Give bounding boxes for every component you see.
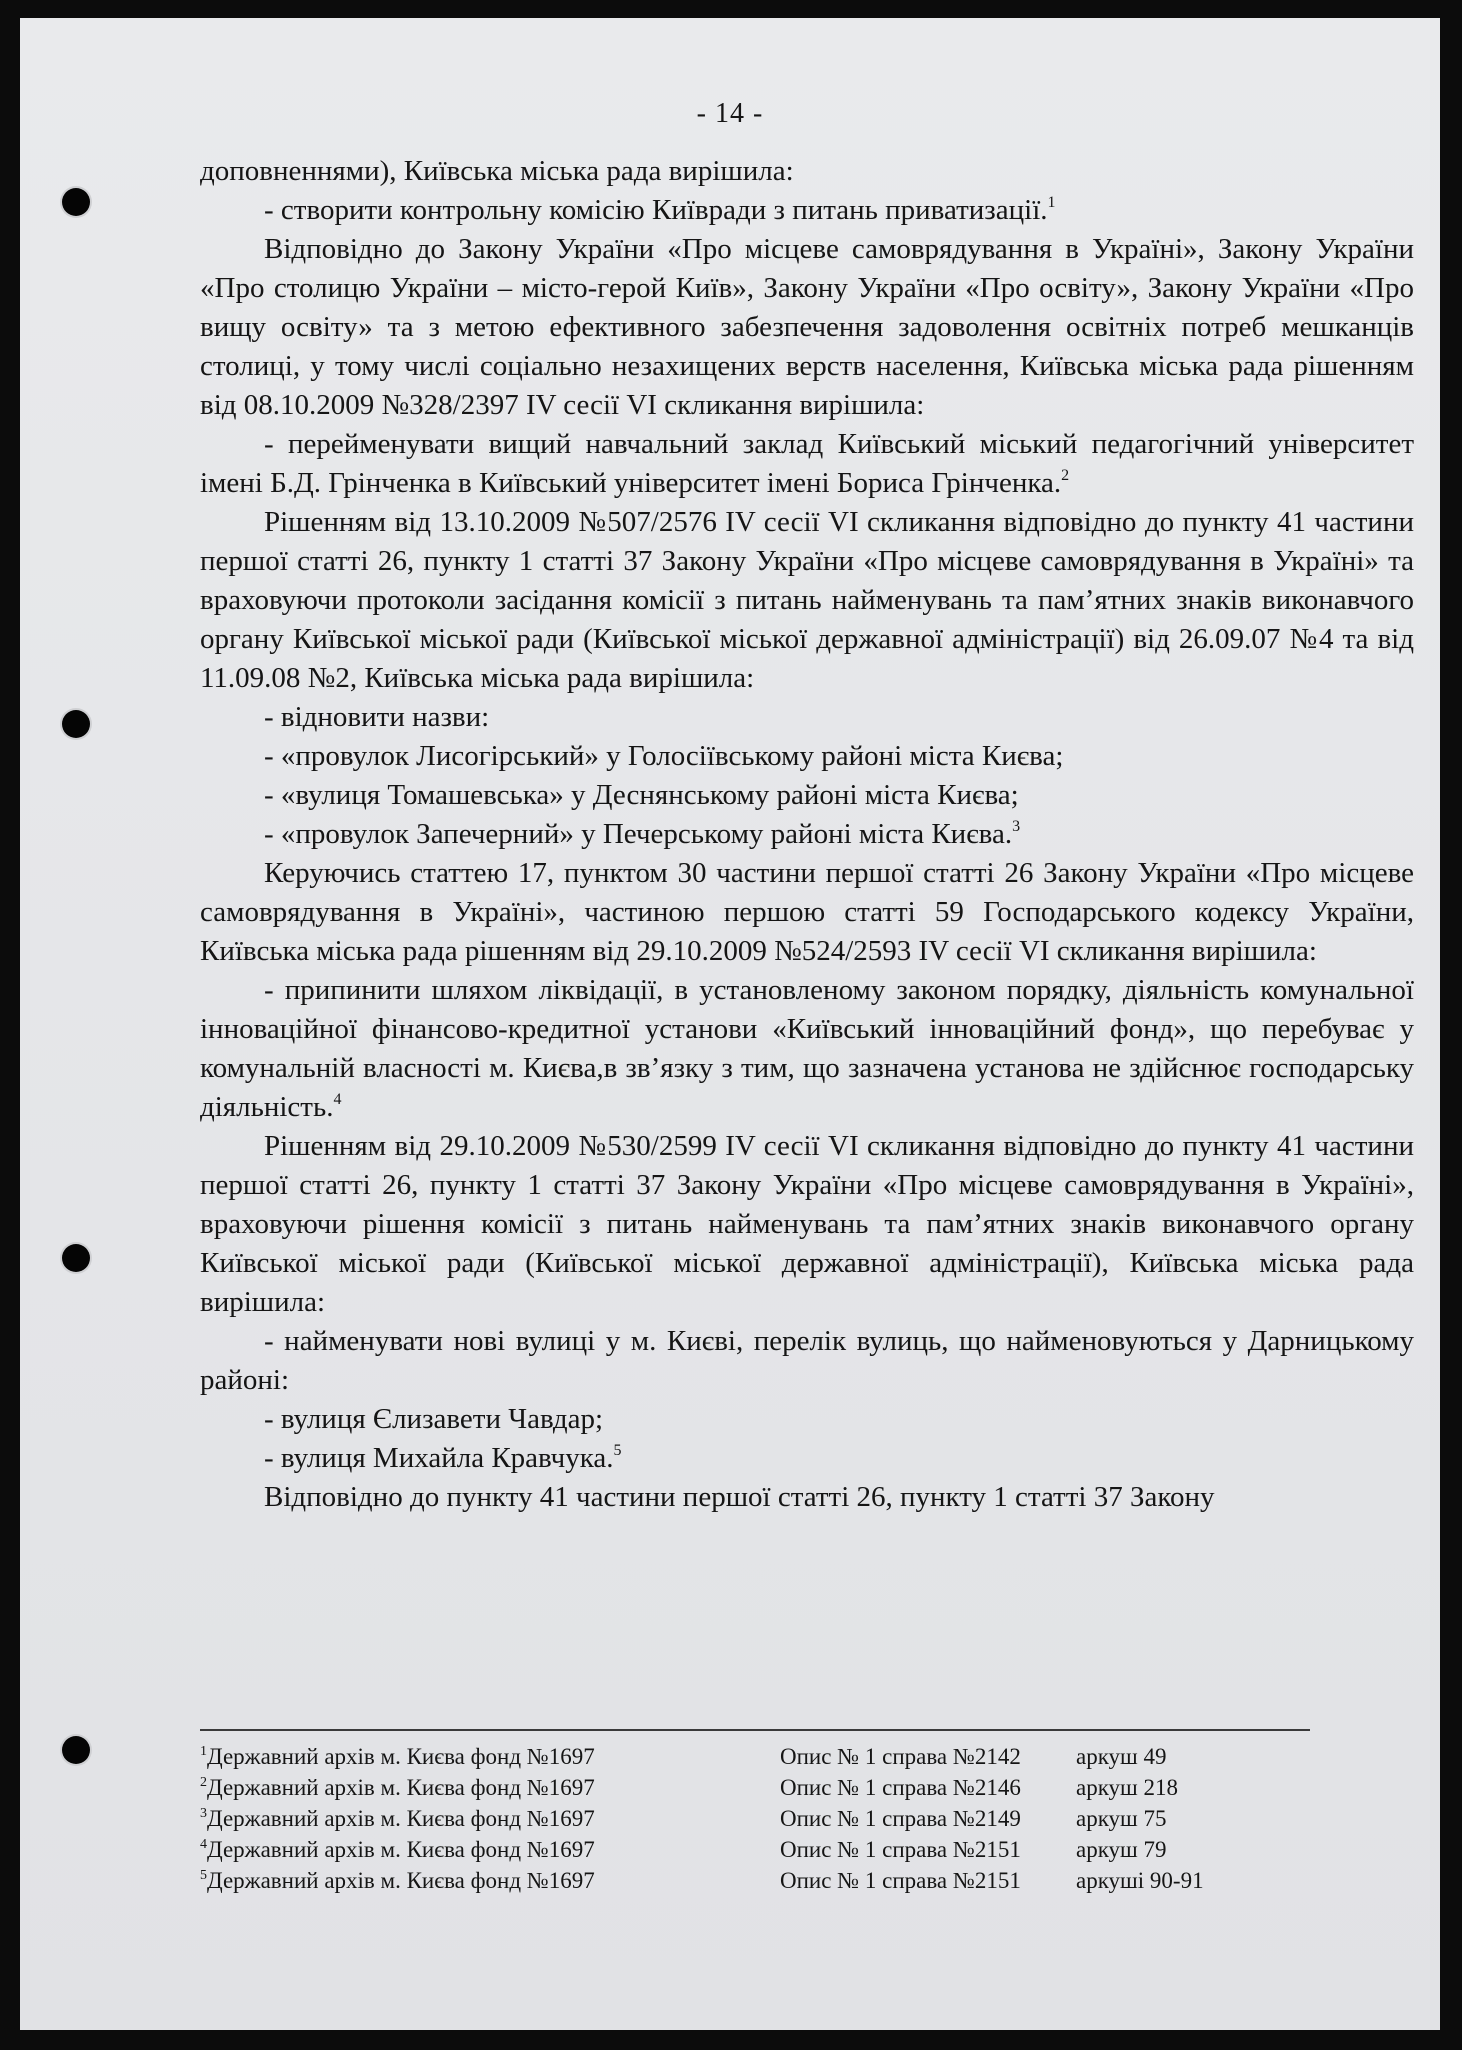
paragraph-text: - «провулок Запечерний» у Печерському районі міста Києва.: [264, 818, 1013, 850]
footnote-inventory: Опис № 1 справа №2146: [780, 1775, 1021, 1800]
paragraph-text: - перейменувати вищий навчальний заклад Київський міський педагогічний університет імені Б.Д. Грінченка в Київський університет імені Бориса Грінченка.: [200, 428, 1414, 499]
paragraph: [200, 425, 1414, 503]
footnote-ref: 4: [333, 1091, 342, 1108]
footnote-source: [200, 1865, 780, 1896]
footnote-archive: Державний архів м. Києва фонд №1697: [207, 1806, 595, 1831]
footnote-number: 1: [200, 1744, 207, 1759]
paragraph: [200, 1478, 1414, 1517]
paragraph: [200, 854, 1414, 971]
paragraph-text: Відповідно до пункту 41 частини першої статті 26, пункту 1 статті 37 Закону: [264, 1481, 1215, 1513]
footnote-number: 5: [200, 1868, 207, 1883]
footnotes: [200, 1741, 1310, 1896]
footnote-ref: 5: [613, 1442, 622, 1459]
footnote-inventory: Опис № 1 справа №2142: [780, 1744, 1021, 1769]
paragraph: [200, 230, 1414, 425]
punch-hole-icon: [62, 188, 90, 216]
paragraph: [200, 1439, 1414, 1478]
footnote-sheet: аркуш 79: [1076, 1837, 1167, 1862]
paragraph-text: Керуючись статтею 17, пунктом 30 частини першої статті 26 Закону України «Про місцеве самоврядування в Україні», частиною першою статті 59 Господарського кодексу України, Київська міська рада рішенням від 29.10.2009 №524/2593 IV сесії VI скликання вирішила:: [200, 857, 1414, 967]
footnote-ref: 1: [1047, 194, 1056, 211]
paragraph: [200, 191, 1414, 230]
footnote-ref: 3: [1012, 818, 1021, 835]
paragraph-text: - відновити назви:: [264, 701, 490, 733]
footnote-inventory: Опис № 1 справа №2149: [780, 1806, 1021, 1831]
footnote-archive: Державний архів м. Києва фонд №1697: [207, 1868, 595, 1893]
paragraph-text: - припинити шляхом ліквідації, в установленому законом порядку, діяльність комунальної інноваційної фінансово-кредитної установи «Київський інноваційний фонд», що перебуває у комунальній власності м. Києва,в зв’язку з тим, що зазначена установа не здійснює господарську діяльність.: [200, 974, 1414, 1123]
paragraph: [200, 1400, 1414, 1439]
footnote-divider: [200, 1729, 1310, 1731]
footnote-inventory: Опис № 1 справа №2151: [780, 1837, 1021, 1862]
paragraph: [200, 503, 1414, 698]
footnote: [200, 1803, 1310, 1834]
footnote: [200, 1865, 1310, 1896]
document-page: [20, 18, 1440, 2030]
footnote: [200, 1741, 1310, 1772]
page-number: - 14 -: [696, 98, 764, 129]
paragraph-text: - створити контрольну комісію Київради з питань приватизації.: [264, 194, 1048, 226]
footnote-sheet: аркуш 49: [1076, 1744, 1167, 1769]
paragraph: [200, 152, 1414, 191]
body-text: [200, 152, 1414, 1517]
paragraph: [200, 737, 1414, 776]
paragraph-text: - вулиця Єлизавети Чавдар;: [264, 1403, 604, 1435]
footnote: [200, 1772, 1310, 1803]
paragraph-text: - «провулок Лисогірський» у Голосіївському районі міста Києва;: [264, 740, 1064, 772]
footnote-archive: Державний архів м. Києва фонд №1697: [207, 1775, 595, 1800]
paragraph-text: Рішенням від 13.10.2009 №507/2576 IV сесії VI скликання відповідно до пункту 41 частини першої статті 26, пункту 1 статті 37 Закону України «Про місцеве самоврядування в Україні» та враховуючи протоколи засідання комісії з питань найменувань та пам’ятних знаків виконавчого органу Київської міської ради (Київської міської державної адміністрації) від 26.09.07 №4 та від 11.09.08 №2, Київська міська рада вирішила:: [200, 506, 1414, 694]
punch-hole-icon: [62, 1736, 90, 1764]
paragraph-text: - вулиця Михайла Кравчука.: [264, 1442, 614, 1474]
paragraph: [200, 815, 1414, 854]
paragraph: [200, 1127, 1414, 1322]
footnote-number: 2: [200, 1775, 207, 1790]
punch-hole-icon: [62, 710, 90, 738]
footnote-sheet: аркуш 75: [1076, 1806, 1167, 1831]
footnote: [200, 1834, 1310, 1865]
paragraph: [200, 971, 1414, 1127]
footnote-archive: Державний архів м. Києва фонд №1697: [207, 1837, 595, 1862]
punch-hole-icon: [62, 1244, 90, 1272]
paragraph-text: Відповідно до Закону України «Про місцеве самоврядування в Україні», Закону України «Про столицю України – місто-герой Київ», Закону України «Про освіту», Закону України «Про вищу освіту» та з метою ефективного забезпечення задоволення освітніх потреб мешканців столиці, у тому числі соціально незахищених верств населення, Київська міська рада рішенням від 08.10.2009 №328/2397 IV сесії VI скликання вирішила:: [200, 233, 1414, 421]
footnote-inventory: Опис № 1 справа №2151: [780, 1868, 1021, 1893]
paragraph-text: - найменувати нові вулиці у м. Києві, перелік вулиць, що найменовуються у Дарницькому районі:: [200, 1325, 1414, 1396]
footnote-number: 4: [200, 1837, 207, 1852]
footnote-source: [200, 1834, 780, 1865]
paragraph-text: Рішенням від 29.10.2009 №530/2599 IV сесії VI скликання відповідно до пункту 41 частини першої статті 26, пункту 1 статті 37 Закону України «Про місцеве самоврядування в Україні», враховуючи рішення комісії з питань найменувань та пам’ятних знаків виконавчого органу Київської міської ради (Київської міської державної адміністрації), Київська міська рада вирішила:: [200, 1130, 1414, 1318]
paragraph: [200, 1322, 1414, 1400]
paragraph-text: - «вулиця Томашевська» у Деснянському районі міста Києва;: [264, 779, 1019, 811]
footnote-sheet: аркуші 90-91: [1076, 1868, 1204, 1893]
footnote-number: 3: [200, 1806, 207, 1821]
footnote-ref: 2: [1061, 467, 1070, 484]
paragraph: [200, 698, 1414, 737]
footnote-sheet: аркуш 218: [1076, 1775, 1179, 1800]
footnote-archive: Державний архів м. Києва фонд №1697: [207, 1744, 595, 1769]
footnote-source: [200, 1772, 780, 1803]
paragraph-text: доповненнями), Київська міська рада вирішила:: [200, 155, 794, 187]
footnote-source: [200, 1803, 780, 1834]
paragraph: [200, 776, 1414, 815]
footnote-source: [200, 1741, 780, 1772]
